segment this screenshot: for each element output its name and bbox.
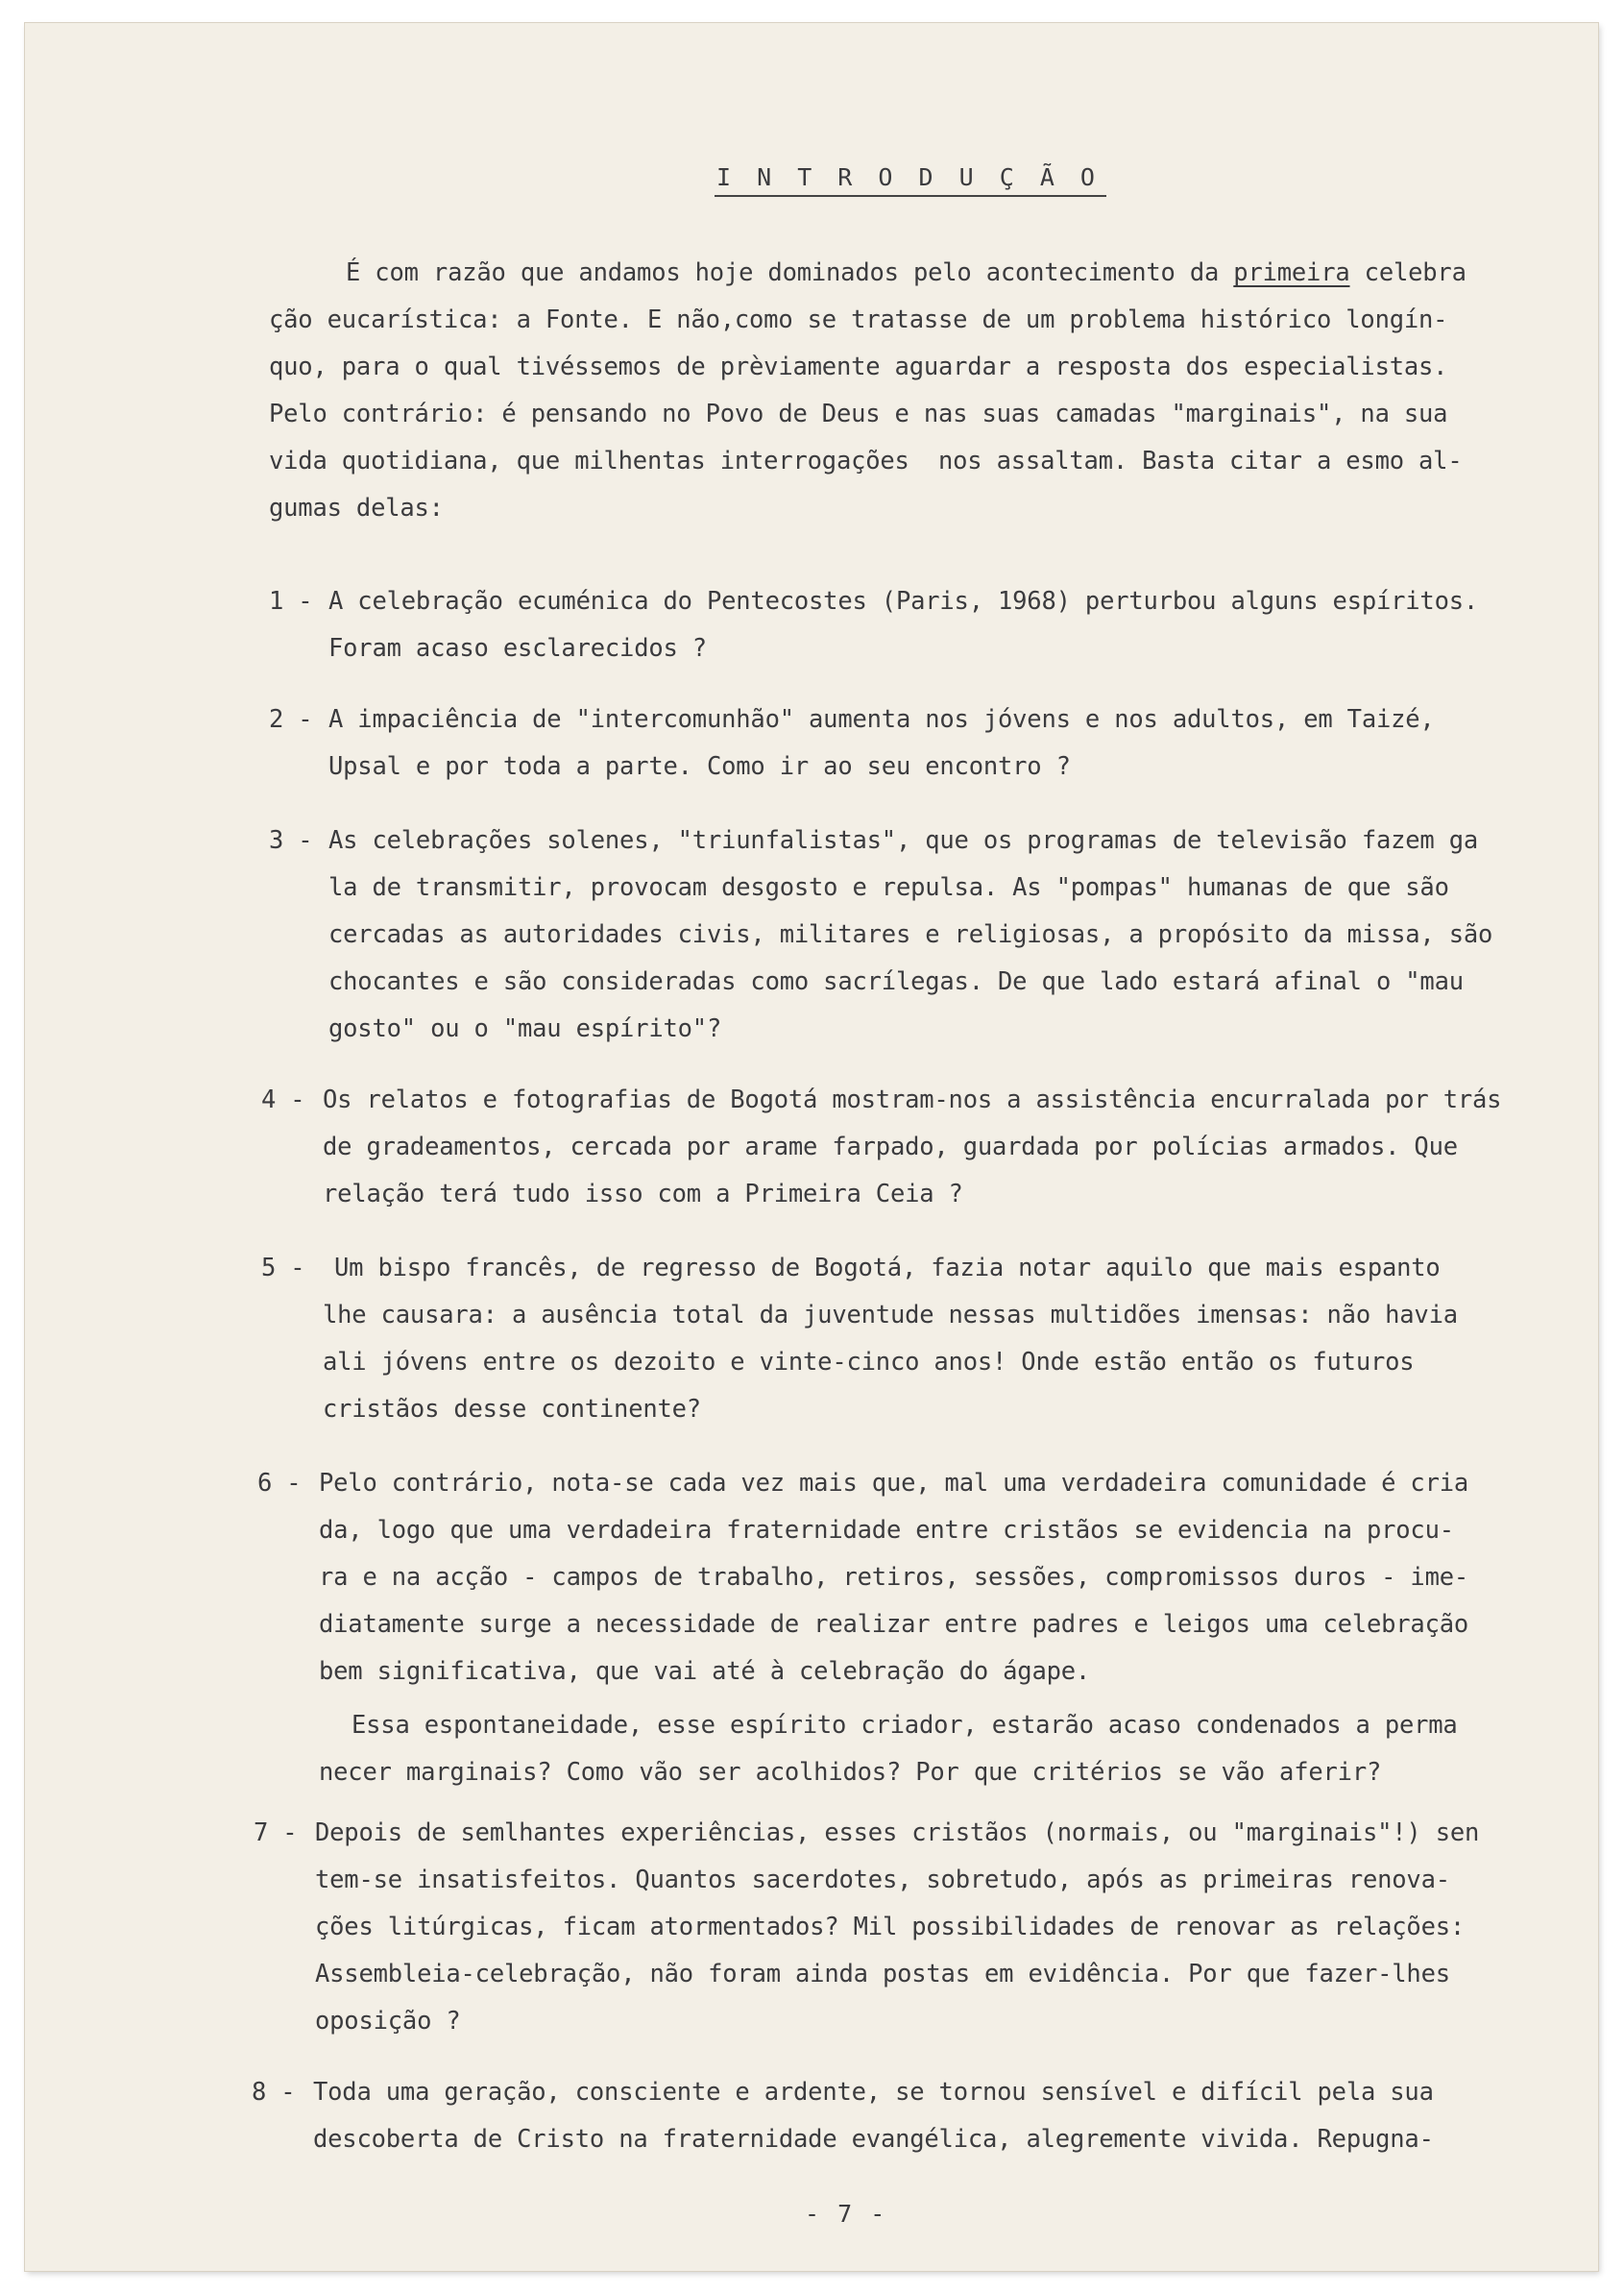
- list-line: Um bispo francês, de regresso de Bogotá, fazia notar aquilo que mais espanto: [334, 1254, 1441, 1282]
- list-line: Upsal e por toda a parte. Como ir ao seu encontro ?: [328, 752, 1071, 781]
- list-line: descoberta de Cristo na fraternidade evangélica, alegremente vivida. Repugna-: [313, 2125, 1434, 2154]
- list-line: de gradeamentos, cercada por arame farpado, guardada por polícias armados. Que: [323, 1133, 1458, 1161]
- list-number: 8 -: [252, 2078, 296, 2107]
- list-line: cercadas as autoridades civis, militares e religiosas, a propósito da missa, são: [328, 920, 1493, 949]
- intro-line: vida quotidiana, que milhentas interrogações nos assaltam. Basta citar a esmo al-: [269, 447, 1463, 476]
- list-line: Pelo contrário, nota-se cada vez mais que, mal uma verdadeira comunidade é cria: [319, 1469, 1469, 1498]
- paragraph-line: necer marginais? Como vão ser acolhidos? Por que critérios se vão aferir?: [319, 1758, 1382, 1787]
- list-line: bem significativa, que vai até à celebração do ágape.: [319, 1657, 1091, 1686]
- list-line: Os relatos e fotografias de Bogotá mostram-nos a assistência encurralada por trás: [323, 1086, 1502, 1114]
- intro-line: quo, para o qual tivéssemos de prèviamente aguardar a resposta dos especialistas.: [269, 353, 1448, 381]
- list-number: 1 -: [269, 587, 313, 616]
- list-line: Assembleia-celebração, não foram ainda postas em evidência. Por que fazer-lhes: [315, 1960, 1450, 1988]
- list-line: lhe causara: a ausência total da juventude nessas multidões imensas: não havia: [323, 1301, 1458, 1329]
- list-number: 6 -: [257, 1469, 302, 1498]
- list-line: relação terá tudo isso com a Primeira Ceia ?: [323, 1180, 963, 1208]
- list-line: A impaciência de "intercomunhão" aumenta nos jóvens e nos adultos, em Taizé,: [328, 705, 1435, 734]
- page-title: I N T R O D U Ç Ã O: [715, 163, 1106, 197]
- list-line: As celebrações solenes, "triunfalistas", que os programas de televisão fazem ga: [328, 826, 1479, 855]
- list-number: 7 -: [254, 1818, 298, 1847]
- list-line: oposição ?: [315, 2007, 461, 2036]
- paper-sheet: [25, 23, 1598, 2271]
- list-line: diatamente surge a necessidade de realizar entre padres e leigos uma celebração: [319, 1610, 1469, 1639]
- page-number: - 7 -: [805, 2200, 887, 2228]
- list-line: ções litúrgicas, ficam atormentados? Mil possibilidades de renovar as relações:: [315, 1913, 1466, 1941]
- list-line: tem-se insatisfeitos. Quantos sacerdotes, sobretudo, após as primeiras renova-: [315, 1866, 1450, 1894]
- intro-line: Pelo contrário: é pensando no Povo de Deus e nas suas camadas "marginais", na sua: [269, 400, 1448, 428]
- intro-line: gumas delas:: [269, 494, 444, 523]
- paragraph-line: Essa espontaneidade, esse espírito criador, estarão acaso condenados a perma: [351, 1711, 1458, 1740]
- intro-line: ção eucarística: a Fonte. E não,como se tratasse de um problema histórico longín-: [269, 305, 1448, 334]
- list-line: cristãos desse continente?: [323, 1395, 701, 1424]
- list-line: gosto" ou o "mau espírito"?: [328, 1014, 722, 1043]
- list-number: 5 -: [261, 1254, 305, 1282]
- list-line: Foram acaso esclarecidos ?: [328, 634, 707, 663]
- list-number: 4 -: [261, 1086, 305, 1114]
- list-line: Depois de semlhantes experiências, esses cristãos (normais, ou "marginais"!) sen: [315, 1818, 1480, 1847]
- list-line: Toda uma geração, consciente e ardente, se tornou sensível e difícil pela sua: [313, 2078, 1434, 2107]
- list-line: chocantes e são consideradas como sacrílegas. De que lado estará afinal o "mau: [328, 967, 1464, 996]
- list-line: la de transmitir, provocam desgosto e repulsa. As "pompas" humanas de que são: [328, 873, 1449, 902]
- list-line: da, logo que uma verdadeira fraternidade entre cristãos se evidencia na procu-: [319, 1516, 1454, 1545]
- intro-line: É com razão que andamos hoje dominados pelo acontecimento da primeira celebra: [346, 258, 1466, 287]
- list-line: A celebração ecuménica do Pentecostes (Paris, 1968) perturbou alguns espíritos.: [328, 587, 1479, 616]
- list-number: 2 -: [269, 705, 313, 734]
- list-line: ali jóvens entre os dezoito e vinte-cinco anos! Onde estão então os futuros: [323, 1348, 1415, 1377]
- list-line: ra e na acção - campos de trabalho, retiros, sessões, compromissos duros - ime-: [319, 1563, 1469, 1592]
- list-number: 3 -: [269, 826, 313, 855]
